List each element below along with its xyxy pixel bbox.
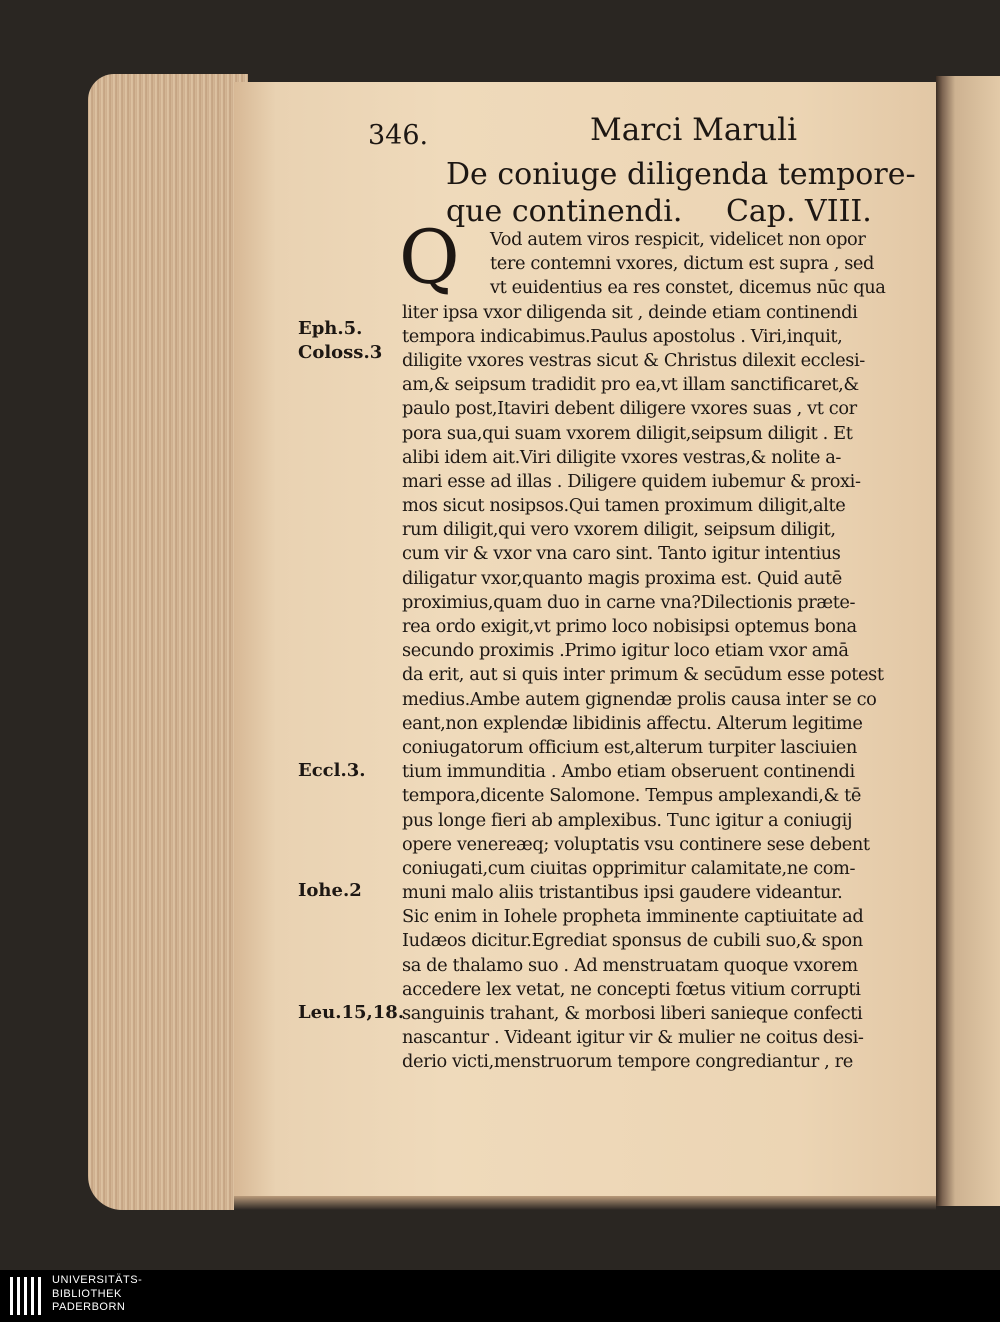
margin-note: Leu.15,18.: [298, 1002, 405, 1023]
body-text: [402, 228, 907, 1075]
margin-note: Iohe.2: [298, 880, 362, 901]
text-line: pus longe fieri ab amplexibus. Tunc igitur a coniugij: [402, 809, 853, 831]
library-name-line-3: PADERBORN: [52, 1301, 126, 1313]
text-line: derio victi,menstruorum tempore congrediantur , re: [402, 1051, 853, 1073]
chapter-heading-line-2: [446, 193, 886, 230]
chapter-heading: [446, 156, 916, 230]
text-line: sa de thalamo suo . Ad menstruatam quoque vxorem: [402, 954, 858, 976]
text-line: tere contemni vxores, dictum est supra , sed: [490, 253, 875, 275]
running-title: Marci Maruli: [590, 112, 798, 148]
text-line: medius.Ambe autem gignendæ prolis causa inter se co: [402, 688, 877, 710]
page-header: [368, 108, 808, 154]
text-line: paulo post,Itaviri debent diligere vxores suas , vt cor: [402, 398, 857, 420]
text-line: sanguinis trahant, & morbosi liberi sanieque confecti: [402, 1003, 863, 1024]
text-line: tempora,dicente Salomone. Tempus amplexandi,& tē: [402, 785, 861, 807]
text-line: alibi idem ait.Viri diligite vxores vestras,& nolite a-: [402, 446, 842, 468]
text-line: secundo proximis .Primo igitur loco etiam vxor amā: [402, 640, 849, 662]
book-page-edges: [88, 74, 248, 1210]
text-line: Sic enim in Iohele propheta imminente captiuitate ad: [402, 906, 864, 928]
text-line: liter ipsa vxor diligenda sit , deinde etiam continendi: [402, 301, 858, 323]
text-line: mari esse ad illas . Diligere quidem iubemur & proxi-: [402, 470, 861, 492]
library-name-line-2: BIBLIOTHEK: [52, 1287, 122, 1300]
text-line: pora sua,qui suam vxorem diligit,seipsum diligit . Et: [402, 422, 853, 444]
text-line: rea ordo exigit,vt primo loco nobisipsi optemus bona: [402, 616, 857, 637]
chapter-number: Cap. VIII.: [725, 194, 872, 229]
text-line: mos sicut nosipsos.Qui tamen proximum diligit,alte: [402, 495, 846, 517]
text-line: tium immunditia . Ambo etiam obseruent continendi: [402, 761, 855, 783]
margin-note: Eph.5.: [298, 318, 363, 339]
text-line: diligatur vxor,quanto magis proxima est. Quid autē: [402, 567, 842, 589]
text-line: diligite vxores vestras sicut & Christus dilexit ecclesi-: [402, 349, 865, 371]
text-line: coniugati,cum ciuitas opprimitur calamitate,ne com-: [402, 857, 856, 879]
book-gutter: [936, 76, 1000, 1206]
text-line: da erit, aut si quis inter primum & secūdum esse potest: [402, 664, 884, 686]
text-line: nascantur . Videant igitur vir & mulier ne coitus desi-: [402, 1027, 864, 1049]
text-line: opere venereæq; voluptatis vsu continere sese debent: [402, 833, 870, 855]
text-line: cum vir & vxor vna caro sint. Tanto igitur intentius: [402, 543, 841, 565]
chapter-heading-line-1: De coniuge diligenda tempore-: [446, 157, 916, 192]
text-line: proximius,quam duo in carne vna?Dilectionis præte-: [402, 591, 856, 613]
text-line: eant,non explendæ libidinis affectu. Alterum legitime: [402, 712, 863, 734]
drop-cap: Q: [399, 215, 460, 301]
text-line: vt euidentius ea res constet, dicemus nūc qua: [490, 277, 886, 299]
text-line: rum diligit,qui vero vxorem diligit, seipsum diligit,: [402, 519, 836, 541]
text-line: Iudæos dicitur.Egrediat sponsus de cubili suo,& spon: [402, 930, 863, 952]
library-name-line-1: UNIVERSITÄTS-: [52, 1274, 143, 1286]
text-line: am,& seipsum tradidit pro ea,vt illam sanctificaret,&: [402, 374, 859, 396]
library-name: [52, 1274, 142, 1315]
margin-note: Eccl.3.: [298, 760, 366, 781]
margin-note: Coloss.3: [298, 342, 383, 363]
library-logo-icon: [10, 1277, 44, 1315]
text-line: tempora indicabimus.Paulus apostolus . Viri,inquit,: [402, 325, 843, 347]
library-footer: [0, 1270, 1000, 1322]
chapter-heading-text: que continendi.: [446, 194, 683, 229]
text-line: coniugatorum officium est,alterum turpiter lasciuien: [402, 736, 857, 758]
page-number: 346.: [368, 120, 429, 151]
text-line: muni malo aliis tristantibus ipsi gaudere videantur.: [402, 882, 843, 904]
text-line: Vod autem viros respicit, videlicet non opor: [490, 229, 866, 250]
page-bottom-shadow: [234, 1196, 936, 1210]
text-line: accedere lex vetat, ne concepti fœtus vitium corrupti: [402, 978, 861, 1000]
